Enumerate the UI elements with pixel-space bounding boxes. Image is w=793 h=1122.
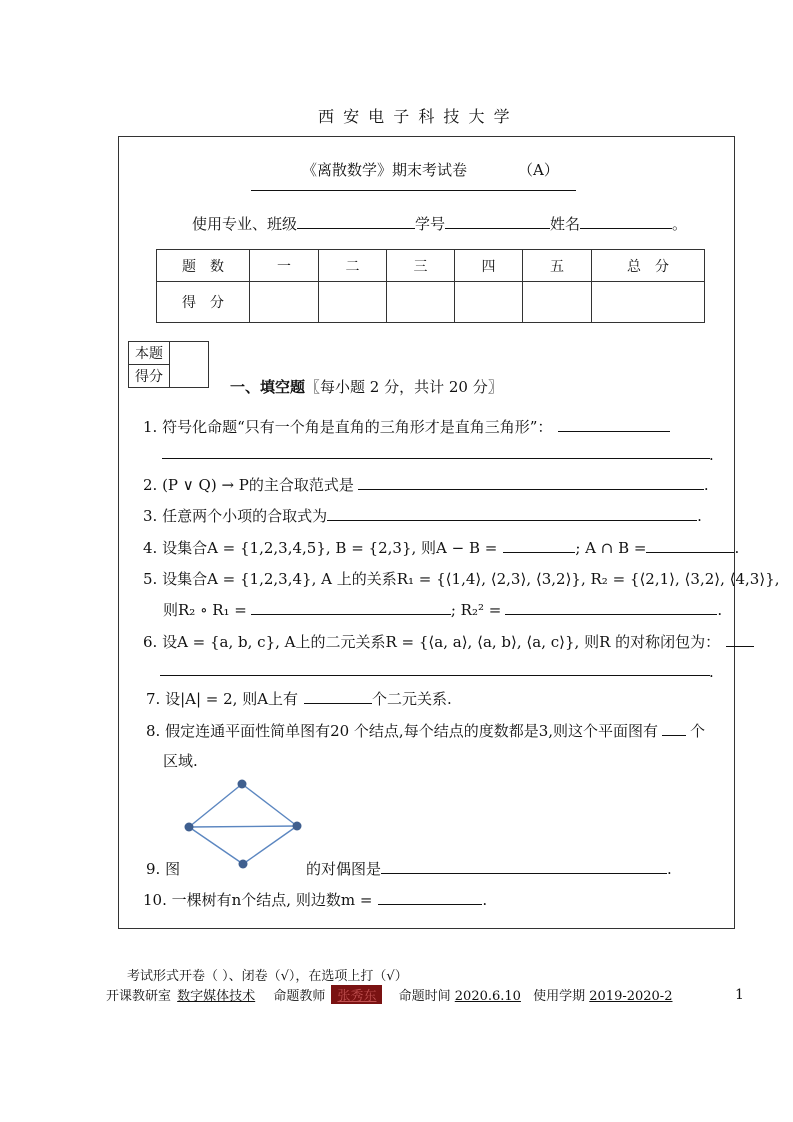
answer-blank[interactable] <box>251 600 451 615</box>
term-value: 2019-2020-2 <box>589 989 673 1004</box>
graph-node <box>238 780 247 789</box>
question-4-text-b: ; A ∩ B = <box>575 539 647 557</box>
graph-edge <box>242 784 297 826</box>
score-box-label-2: 得分 <box>129 365 170 388</box>
footer-info <box>106 985 672 1004</box>
column-1: 一 <box>250 250 319 282</box>
answer-blank[interactable] <box>662 721 686 736</box>
question-7-text-a: 7. 设|A| = 2, 则A上有 <box>146 690 299 708</box>
question-10: 10. 一棵树有n个结点, 则边数m = . <box>143 891 488 909</box>
score-cell[interactable] <box>592 282 705 323</box>
question-9-graph <box>182 776 312 876</box>
question-8-line2: 区域. <box>163 752 198 770</box>
info-end-mark: 。 <box>672 215 688 233</box>
question-8 <box>146 720 705 741</box>
column-5: 五 <box>523 250 592 282</box>
answer-blank[interactable] <box>646 538 734 553</box>
major-label: 使用专业、班级 <box>192 215 298 233</box>
term-label: 使用学期 <box>533 989 586 1004</box>
score-box-label-1: 本题 <box>129 342 170 365</box>
column-4: 四 <box>455 250 523 282</box>
graph-edge <box>243 826 297 864</box>
dept-label: 开课教研室 <box>106 989 172 1004</box>
exam-title: 《离散数学》期末考试卷 <box>302 161 468 179</box>
column-3: 三 <box>387 250 455 282</box>
question-8-text-b: 个 <box>690 722 706 740</box>
question-3-text: 3. 任意两个小项的合取式为 <box>143 507 328 525</box>
graph-edge <box>189 827 243 864</box>
answer-blank[interactable] <box>304 689 372 704</box>
teacher-value: 张秀东 <box>331 985 382 1004</box>
score-row-label: 得 分 <box>157 282 250 323</box>
score-cell[interactable] <box>455 282 523 323</box>
section-score-box <box>128 341 209 388</box>
page-number: 1 <box>735 987 744 1003</box>
section-heading <box>230 376 503 397</box>
question-4: 4. 设集合A = {1,2,3,4,5}, B = {2,3}, 则A − B = ; A ∩ B = . <box>143 539 740 557</box>
section-score-cell[interactable] <box>170 342 209 388</box>
question-9-text: 的对偶图是 <box>306 860 382 878</box>
dept-value: 数字媒体技术 <box>177 989 256 1004</box>
exam-version: （A） <box>518 161 559 179</box>
question-10-text: 10. 一棵树有n个结点, 则边数m = <box>143 891 373 909</box>
score-cell[interactable] <box>523 282 592 323</box>
question-5-answers: 则R₂ ∘ R₁ = ; R₂² = . <box>163 601 723 619</box>
score-cell[interactable] <box>387 282 455 323</box>
answer-blank[interactable] <box>327 506 697 521</box>
question-2-text: 2. (P ∨ Q) → P的主合取范式是 <box>143 476 354 494</box>
name-field[interactable] <box>580 214 672 229</box>
answer-blank[interactable] <box>505 600 717 615</box>
student-info <box>192 213 687 234</box>
score-table <box>156 249 705 323</box>
column-2: 二 <box>319 250 387 282</box>
graph-edge <box>189 826 297 827</box>
major-field[interactable] <box>297 214 415 229</box>
question-3: 3. 任意两个小项的合取式为 . <box>143 507 702 525</box>
question-1-text: 1. 符号化命题“只有一个角是直角的三角形才是直角三角形”： <box>143 418 553 436</box>
question-5 <box>143 568 780 589</box>
period: . <box>709 446 714 464</box>
student-id-field[interactable] <box>445 214 550 229</box>
period: . <box>709 663 714 681</box>
question-5-text-c: ; R₂² = <box>450 601 502 619</box>
graph-node <box>293 822 302 831</box>
question-6-text: 6. 设A = {a, b, c}, A上的二元关系R = {⟨a, a⟩, ⟨a, b⟩, ⟨a, c⟩}, 则R 的对称闭包为： <box>143 633 721 651</box>
answer-blank[interactable] <box>381 859 667 874</box>
section-title: 一、填空题 <box>230 378 306 396</box>
time-value: 2020.6.10 <box>454 989 521 1004</box>
question-7 <box>146 688 452 709</box>
section-note: 〖每小题 2 分，共计 20 分〗 <box>305 378 503 396</box>
answer-blank[interactable] <box>503 538 575 553</box>
question-5-text-a: 5. 设集合A = {1,2,3,4}, A 上的关系R₁ = {⟨1,4⟩, ⟨2,3⟩, ⟨3,2⟩}, R₂ = {⟨2,1⟩, ⟨3,2⟩, ⟨4,3⟩}, <box>143 570 780 588</box>
graph-edge <box>189 784 242 827</box>
university-title: 西 安 电 子 科 技 大 学 <box>318 107 512 126</box>
answer-line[interactable] <box>160 675 710 676</box>
answer-blank[interactable] <box>558 417 670 432</box>
question-9: 的对偶图是 . <box>306 860 672 878</box>
name-label: 姓名 <box>550 215 581 233</box>
graph-nodes <box>185 780 302 869</box>
time-label: 命题时间 <box>398 989 451 1004</box>
question-9-label: 9. 图 <box>146 860 181 878</box>
answer-blank[interactable] <box>378 890 482 905</box>
column-total: 总 分 <box>592 250 705 282</box>
answer-line[interactable] <box>162 458 710 459</box>
question-8-text-a: 8. 假定连通平面性简单图有20 个结点,每个结点的度数都是3,则这个平面图有 <box>146 722 659 740</box>
question-6 <box>143 631 754 652</box>
teacher-label: 命题教师 <box>273 989 326 1004</box>
score-cell[interactable] <box>319 282 387 323</box>
score-cell[interactable] <box>250 282 319 323</box>
answer-blank[interactable] <box>726 632 754 647</box>
question-5-text-b: 则R₂ ∘ R₁ = <box>163 601 247 619</box>
graph-node <box>239 860 248 869</box>
graph-node <box>185 823 194 832</box>
question-7-text-b: 个二元关系. <box>372 690 452 708</box>
title-underline <box>251 190 576 191</box>
exam-form-note: 考试形式开卷（ ）、闭卷（√），在选项上打（√） <box>127 969 408 984</box>
score-header-label: 题 数 <box>157 250 250 282</box>
graph-edges <box>189 784 297 864</box>
question-1 <box>143 416 670 437</box>
question-4-text-a: 4. 设集合A = {1,2,3,4,5}, B = {2,3}, 则A − B = <box>143 539 498 557</box>
question-2: 2. (P ∨ Q) → P的主合取范式是 . <box>143 476 709 494</box>
answer-blank[interactable] <box>358 475 704 490</box>
id-label: 学号 <box>415 215 446 233</box>
